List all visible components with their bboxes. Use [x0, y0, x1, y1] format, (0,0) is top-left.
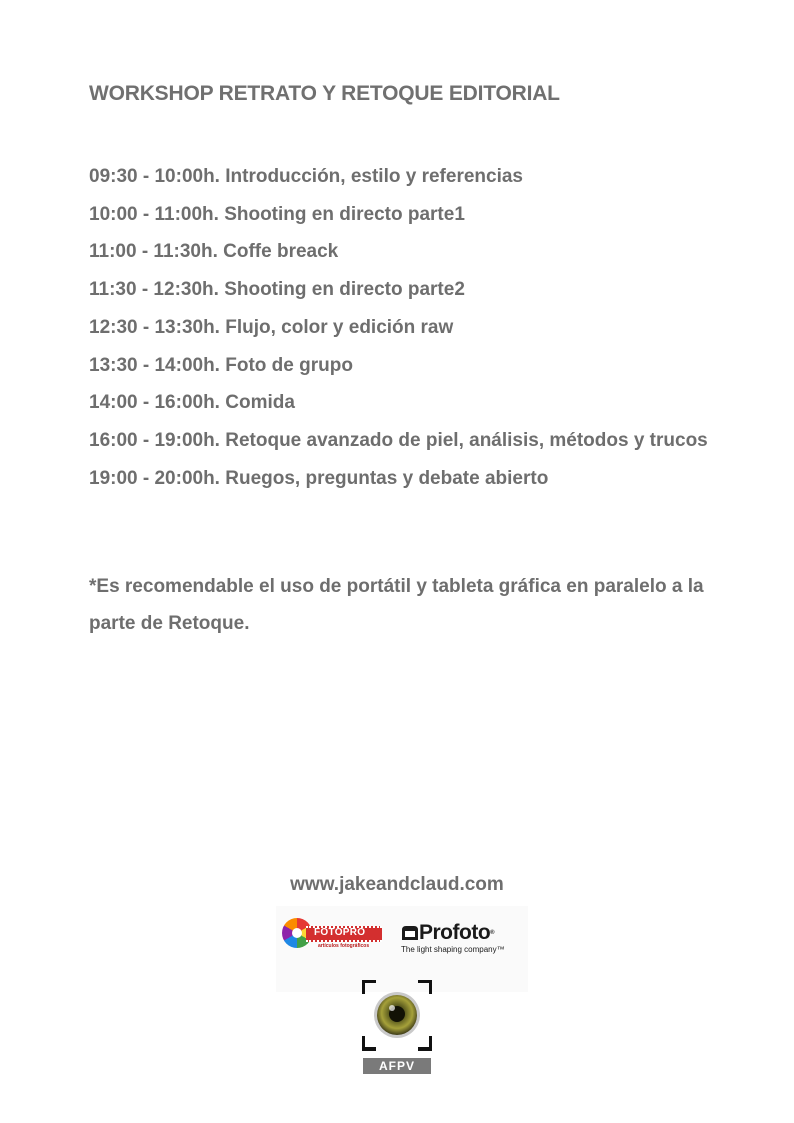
schedule-list [89, 158, 708, 497]
page-title: WORKSHOP RETRATO Y RETOQUE EDITORIAL [89, 82, 560, 105]
schedule-item: 14:00 - 16:00h. Comida [89, 392, 295, 414]
fotopro-name: FOTOPRO [314, 927, 366, 938]
schedule-item: 10:00 - 11:00h. Shooting en directo parte1 [89, 203, 465, 225]
schedule-item: 16:00 - 19:00h. Retoque avanzado de piel, análisis, métodos y trucos [89, 429, 708, 451]
camera-eye-icon [362, 980, 432, 1056]
profoto-logo [400, 922, 526, 958]
profoto-mark-icon [400, 925, 420, 941]
profoto-tagline: The light shaping company™ [401, 945, 505, 954]
fotopro-tagline: artículos fotográficos [318, 943, 370, 949]
schedule-item: 12:30 - 13:30h. Flujo, color y edición raw [89, 316, 454, 338]
schedule-item: 13:30 - 14:00h. Foto de grupo [89, 354, 353, 376]
schedule-item: 09:30 - 10:00h. Introducción, estilo y referencias [89, 166, 523, 187]
afpv-name: AFPV [363, 1058, 431, 1074]
fotopro-logo [282, 918, 382, 954]
schedule-item: 11:30 - 12:30h. Shooting en directo parte2 [89, 279, 465, 301]
schedule-item: 19:00 - 20:00h. Ruegos, preguntas y debate abierto [89, 467, 549, 489]
website-link[interactable]: www.jakeandclaud.com [290, 874, 504, 895]
recommendation-note: *Es recomendable el uso de portátil y tableta gráfica en paralelo a la parte de Retoque. [89, 576, 704, 634]
profoto-name: Profoto® [419, 921, 495, 944]
schedule-item: 11:00 - 11:30h. Coffe breack [89, 241, 339, 263]
afpv-logo [362, 980, 432, 1076]
